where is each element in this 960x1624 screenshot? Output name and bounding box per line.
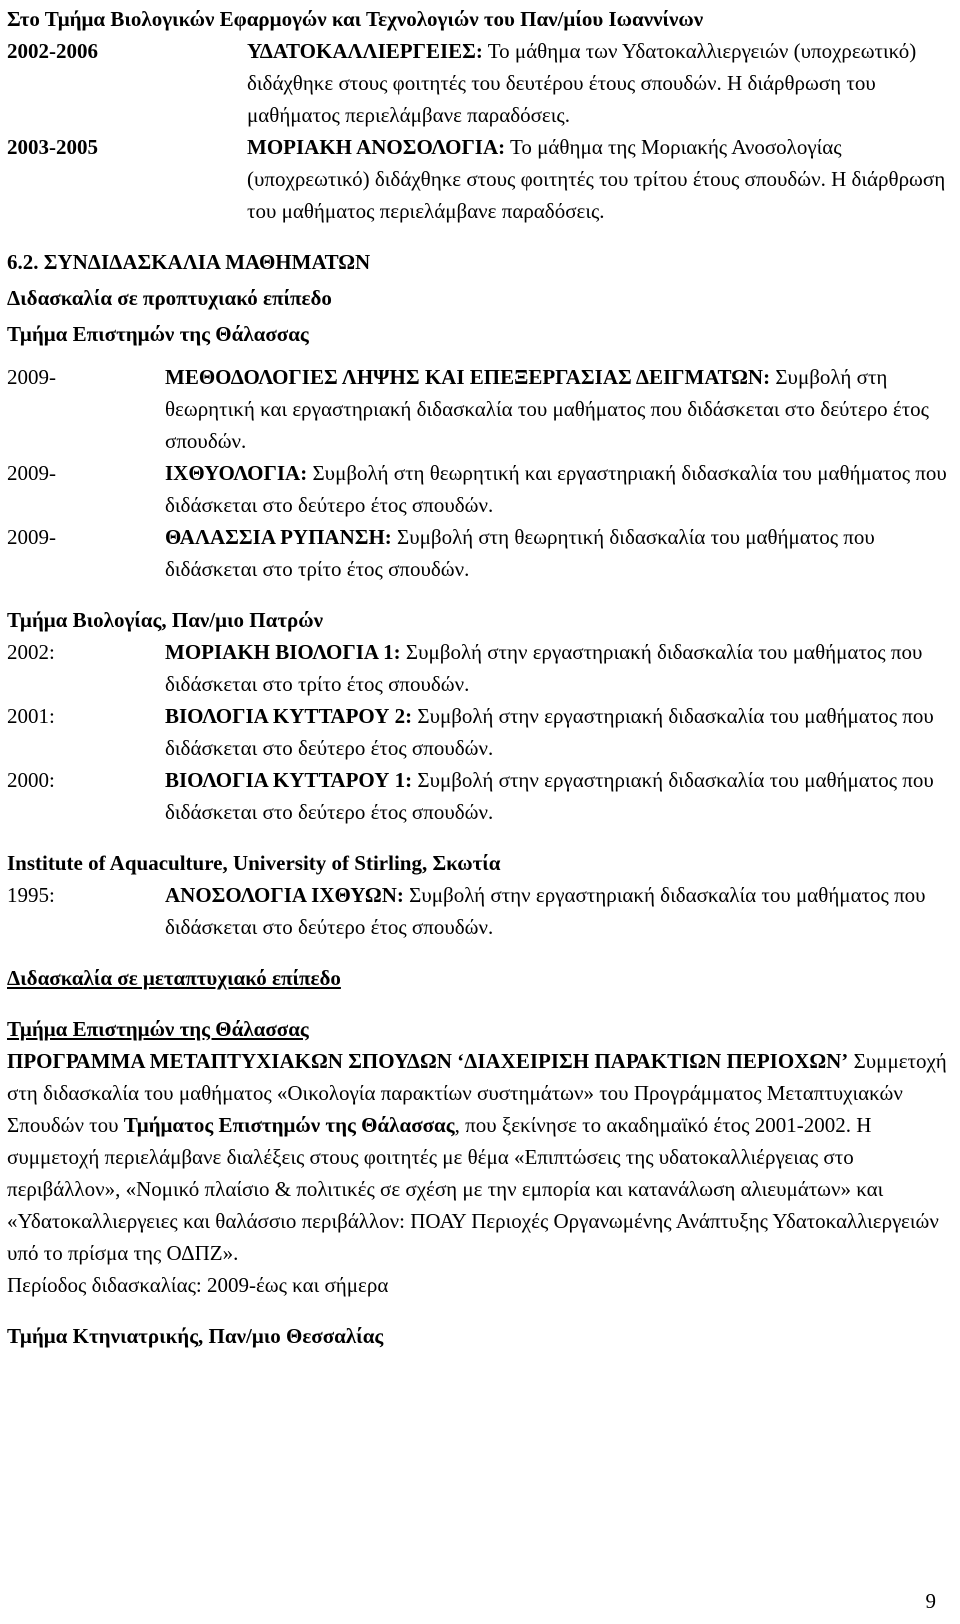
entry-date: 2001: bbox=[7, 704, 55, 728]
entry-row bbox=[7, 361, 955, 457]
entry-body bbox=[165, 879, 955, 943]
entry-date: 2002-2006 bbox=[7, 39, 98, 63]
postgrad-dept-heading: Τμήμα Επιστημών της Θάλασσας bbox=[7, 1017, 309, 1041]
entry-date: 1995: bbox=[7, 883, 55, 907]
cv-page bbox=[7, 3, 955, 1352]
entry-date: 2009- bbox=[7, 365, 56, 389]
spacer bbox=[7, 1301, 955, 1320]
teaching-period: Περίοδος διδασκαλίας: 2009-έως και σήμερα bbox=[7, 1273, 389, 1297]
spacer bbox=[7, 585, 955, 604]
section1-heading: Στο Τμήμα Βιολογικών Εφαρμογών και Τεχνολογιών του Παν/μίου Ιωαννίνων bbox=[7, 7, 704, 31]
program-text-2: , που ξεκίνησε το ακαδημαϊκό έτος 2001-2002. Η συμμετοχή περιελάμβανε διαλέξεις στους φοιτητές με θέμα «Επιπτώσεις της υδατοκαλλιέργειας στο περιβάλλον», «Νομικό πλαίσιο & πολιτικές σε σχέση με την εμπορία και κατανάλωση αλιευμάτων» και «Υδατοκαλλιεργειες και θαλάσσιο περιβάλλον: ΠΟΑΥ Περιοχές Οργανωμένης Ανάπτυξης Υδατοκαλλιεργειών υπό το πρίσμα της ΟΔΠΖ». bbox=[7, 1113, 939, 1265]
marine-dept-heading: Τμήμα Επιστημών της Θάλασσας bbox=[7, 322, 309, 346]
entry-row bbox=[7, 521, 955, 585]
entry-body bbox=[165, 457, 955, 521]
course-description: Συμβολή στη θεωρητική και εργαστηριακή διδασκαλία του μαθήματος που διδάσκεται στο δεύτερο έτος σπουδών. bbox=[165, 461, 947, 517]
entry-date: 2009- bbox=[7, 525, 56, 549]
course-description: Συμβολή στην εργαστηριακή διδασκαλία του μαθήματος που διδάσκεται στο δεύτερο έτος σπουδών. bbox=[165, 768, 934, 824]
course-description: Συμβολή στην εργαστηριακή διδασκαλία του μαθήματος που διδάσκεται στο δεύτερο έτος σπουδών. bbox=[165, 883, 926, 939]
course-title: ΘΑΛΑΣΣΙΑ ΡΥΠΑΝΣΗ: bbox=[165, 525, 392, 549]
entry-body bbox=[247, 131, 955, 227]
entry-row bbox=[7, 131, 955, 227]
course-description: Συμβολή στη θεωρητική και εργαστηριακή διδασκαλία του μαθήματος που διδάσκεται στο δεύτερο έτος σπουδών. bbox=[165, 365, 929, 453]
entry-row bbox=[7, 764, 955, 828]
spacer bbox=[7, 227, 955, 246]
entry-row bbox=[7, 636, 955, 700]
course-title: ΜΟΡΙΑΚΗ ΒΙΟΛΟΓΙΑ 1: bbox=[165, 640, 401, 664]
entry-date: 2003-2005 bbox=[7, 135, 98, 159]
course-title: ΒΙΟΛΟΓΙΑ ΚΥΤΤΑΡΟΥ 2: bbox=[165, 704, 413, 728]
spacer bbox=[7, 943, 955, 962]
entry-body bbox=[165, 764, 955, 828]
entry-row bbox=[7, 457, 955, 521]
course-title: ΙΧΘΥΟΛΟΓΙΑ: bbox=[165, 461, 308, 485]
undergrad-heading: Διδασκαλία σε προπτυχιακό επίπεδο bbox=[7, 286, 332, 310]
spacer bbox=[7, 350, 955, 361]
course-description: Το μάθημα της Μοριακής Ανοσολογίας (υποχρεωτικό) διδάχθηκε στους φοιτητές του τρίτου έτους σπουδών. Η διάρθρωση του μαθήματος περιελάμβανε παραδόσεις. bbox=[247, 135, 946, 223]
course-description: Συμβολή στη θεωρητική διδασκαλία του μαθήματος που διδάσκεται στο τρίτο έτος σπουδών. bbox=[165, 525, 875, 581]
entry-body bbox=[165, 700, 955, 764]
course-title: ΥΔΑΤΟΚΑΛΛΙΕΡΓΕΙΕΣ: bbox=[247, 39, 483, 63]
vet-dept-heading: Τμήμα Κτηνιατρικής, Παν/μιο Θεσσαλίας bbox=[7, 1324, 384, 1348]
spacer bbox=[7, 828, 955, 847]
program-dept: Τμήματος Επιστημών της Θάλασσας bbox=[123, 1113, 455, 1137]
entry-date: 2009- bbox=[7, 461, 56, 485]
course-description: Συμβολή στην εργαστηριακή διδασκαλία του μαθήματος που διδάσκεται στο δεύτερο έτος σπουδών. bbox=[165, 704, 934, 760]
postgrad-heading: Διδασκαλία σε μεταπτυχιακό επίπεδο bbox=[7, 966, 341, 990]
entry-date: 2002: bbox=[7, 640, 55, 664]
course-description: Το μάθημα των Υδατοκαλλιεργειών (υποχρεωτικό) διδάχθηκε στους φοιτητές του δευτέρου έτους σπουδών. Η διάρθρωση του μαθήματος περιελάμβανε παραδόσεις. bbox=[247, 39, 917, 127]
entry-body bbox=[165, 636, 955, 700]
section2-heading: 6.2. ΣΥΝΔΙΔΑΣΚΑΛΙΑ ΜΑΘΗΜΑΤΩΝ bbox=[7, 250, 371, 274]
course-title: ΒΙΟΛΟΓΙΑ ΚΥΤΤΑΡΟΥ 1: bbox=[165, 768, 413, 792]
entry-row bbox=[7, 700, 955, 764]
entry-row bbox=[7, 35, 955, 131]
entry-date: 2000: bbox=[7, 768, 55, 792]
spacer bbox=[7, 994, 955, 1013]
course-description: Συμβολή στην εργαστηριακή διδασκαλία του μαθήματος που διδάσκεται στο τρίτο έτος σπουδών. bbox=[165, 640, 923, 696]
course-title: ΜΟΡΙΑΚΗ ΑΝΟΣΟΛΟΓΙΑ: bbox=[247, 135, 506, 159]
page-number: 9 bbox=[925, 1589, 936, 1613]
entry-row bbox=[7, 879, 955, 943]
entry-body bbox=[247, 35, 955, 131]
program-title: ΠΡΟΓΡΑΜΜΑ ΜΕΤΑΠΤΥΧΙΑΚΩΝ ΣΠΟΥΔΩΝ ‘ΔΙΑΧΕΙΡΙΣΗ ΠΑΡΑΚΤΙΩΝ ΠΕΡΙΟΧΩΝ’ bbox=[7, 1049, 849, 1073]
course-title: ΑΝΟΣΟΛΟΓΙΑ ΙΧΘΥΩΝ: bbox=[165, 883, 404, 907]
program-text-1: Συμμετοχή στη διδασκαλία του μαθήματος «Οικολογία παρακτίων συστημάτων» του Προγράμματος Μεταπτυχιακών Σπουδών του bbox=[7, 1049, 947, 1137]
entry-body bbox=[165, 521, 955, 585]
patras-dept-heading: Τμήμα Βιολογίας, Παν/μιο Πατρών bbox=[7, 608, 324, 632]
entry-body bbox=[165, 361, 955, 457]
postgrad-paragraph bbox=[7, 1045, 955, 1269]
stirling-dept-heading: Institute of Aquaculture, University of Stirling, Σκωτία bbox=[7, 851, 501, 875]
course-title: ΜΕΘΟΔΟΛΟΓΙΕΣ ΛΗΨΗΣ ΚΑΙ ΕΠΕΞΕΡΓΑΣΙΑΣ ΔΕΙΓΜΑΤΩΝ: bbox=[165, 365, 771, 389]
